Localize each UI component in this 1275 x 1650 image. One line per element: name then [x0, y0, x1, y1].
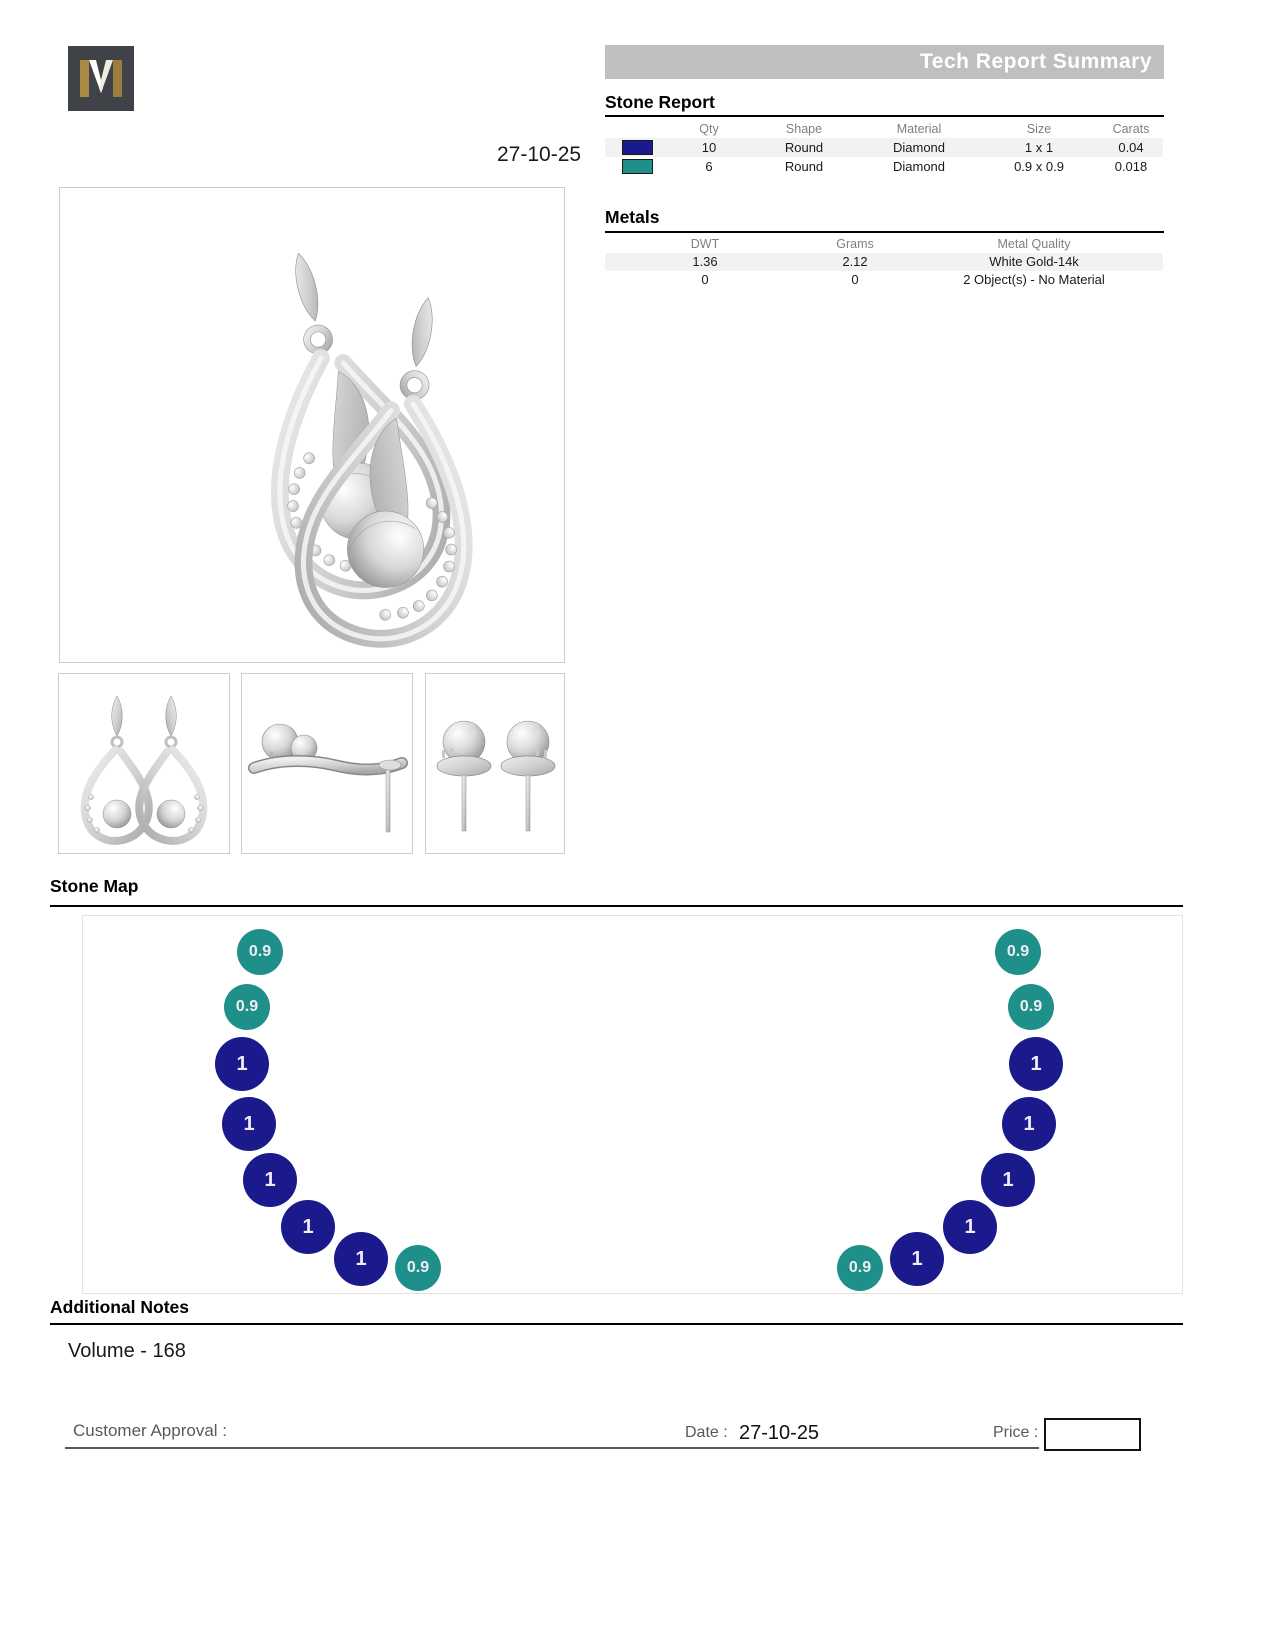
brand-logo: [68, 46, 134, 111]
thumb-side-view: [241, 673, 413, 854]
stone-map-canvas: [82, 915, 1183, 1294]
date-label: Date :: [685, 1424, 728, 1441]
stone-report-divider: [605, 115, 1164, 117]
earrings-render: [60, 188, 564, 662]
metals-title: Metals: [605, 207, 660, 227]
col-grams: Grams: [836, 237, 874, 251]
stone-marker-1: 1: [334, 1232, 388, 1286]
stone-marker-1: 1: [1009, 1037, 1063, 1091]
stone-marker-0.9: 0.9: [837, 1245, 883, 1291]
stone-marker-1: 1: [215, 1037, 269, 1091]
stone-report-cell-size: 1 x 1: [1024, 140, 1054, 155]
thumb-front-view: [58, 673, 230, 854]
col-carats: Carats: [1112, 122, 1150, 136]
stone-report-cell-qty: 10: [701, 140, 717, 155]
stone-report-cell-carats: 0.018: [1114, 159, 1148, 174]
volume-note: Volume - 168: [68, 1340, 186, 1362]
design-date: 27-10-25: [497, 143, 582, 166]
page-title: Tech Report Summary: [920, 50, 1152, 73]
metals-cell: 2.12: [842, 254, 868, 269]
customer-approval-label: Customer Approval :: [73, 1421, 228, 1440]
stone-report-cell-shape: Round: [784, 140, 824, 155]
stone-report-cell-material: Diamond: [892, 159, 946, 174]
report-header-bar: [605, 45, 1164, 79]
stone-report-row: [605, 157, 1163, 176]
stone-marker-1: 1: [890, 1232, 944, 1286]
stone-marker-1: 1: [222, 1097, 276, 1151]
col-material: Material: [896, 122, 942, 136]
stone-color-swatch: [622, 159, 653, 174]
stone-color-swatch: [622, 140, 653, 155]
stone-report-title: Stone Report: [605, 92, 715, 112]
stone-marker-0.9: 0.9: [237, 929, 283, 975]
metals-divider: [605, 231, 1164, 233]
additional-notes-divider: [50, 1323, 1183, 1325]
stone-report-cell-carats: 0.04: [1118, 140, 1144, 155]
price-input-box[interactable]: [1044, 1418, 1141, 1451]
stone-report-cell-size: 0.9 x 0.9: [1014, 159, 1064, 174]
metals-header-row: [605, 236, 1163, 253]
thumb-top-render: [426, 674, 564, 853]
col-shape: Shape: [785, 122, 823, 136]
stone-report-cell-shape: Round: [784, 159, 824, 174]
stone-marker-1: 1: [981, 1153, 1035, 1207]
metals-cell: 1.36: [692, 254, 718, 269]
metals-rows: [605, 253, 1163, 289]
thumb-front-render: [59, 674, 229, 853]
col-size: Size: [1026, 122, 1052, 136]
metals-row: [605, 271, 1163, 289]
stone-marker-0.9: 0.9: [224, 984, 270, 1030]
stone-marker-1: 1: [281, 1200, 335, 1254]
stone-report-header-row: [605, 121, 1163, 138]
thumb-top-view: [425, 673, 565, 854]
stone-marker-0.9: 0.9: [1008, 984, 1054, 1030]
metals-cell: 0: [851, 272, 859, 287]
stone-marker-0.9: 0.9: [995, 929, 1041, 975]
thumb-side-render: [242, 674, 412, 853]
stone-report-rows: [605, 138, 1163, 176]
additional-notes-title: Additional Notes: [50, 1297, 190, 1317]
stone-report-cell-material: Diamond: [892, 140, 946, 155]
stone-report-row: [605, 138, 1163, 157]
stone-marker-1: 1: [1002, 1097, 1056, 1151]
col-metal-quality: Metal Quality: [997, 237, 1071, 251]
stone-map-title: Stone Map: [50, 876, 139, 896]
col-qty: Qty: [699, 122, 719, 136]
stone-marker-1: 1: [943, 1200, 997, 1254]
metals-cell: White Gold-14k: [989, 254, 1079, 269]
main-render-frame: [59, 187, 565, 663]
signature-line: [65, 1447, 1039, 1449]
col-dwt: DWT: [690, 237, 720, 251]
m-logo-icon: [68, 46, 134, 111]
metals-cell: 0: [701, 272, 709, 287]
stone-marker-1: 1: [243, 1153, 297, 1207]
stone-report-table: [605, 121, 1163, 176]
stone-marker-0.9: 0.9: [395, 1245, 441, 1291]
metals-cell: 2 Object(s) - No Material: [963, 272, 1105, 287]
date-value: 27-10-25: [739, 1422, 820, 1444]
stone-map-divider: [50, 905, 1183, 907]
metals-row: [605, 253, 1163, 271]
stone-report-cell-qty: 6: [705, 159, 713, 174]
price-label: Price :: [993, 1424, 1039, 1441]
metals-table: [605, 236, 1163, 289]
